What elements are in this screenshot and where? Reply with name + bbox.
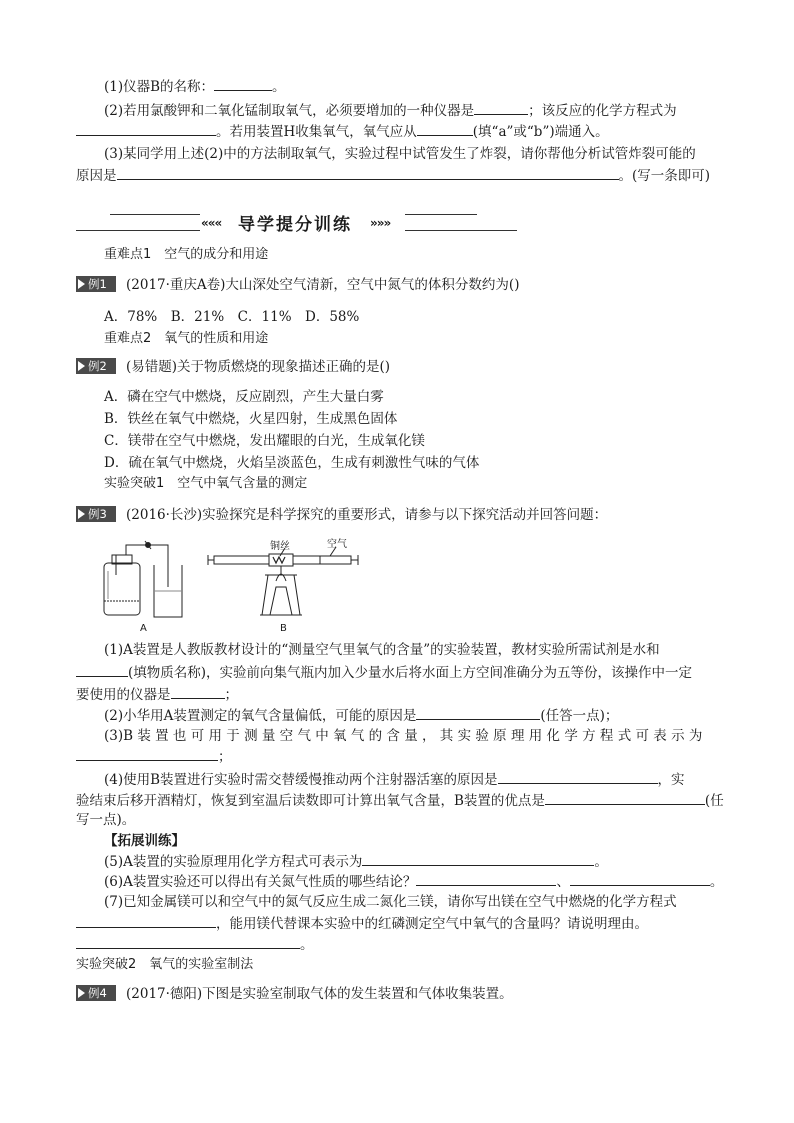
s6-text: (6)A装置实验还可以得出有关氮气性质的哪些结论？: [104, 874, 417, 890]
option-a: A．磷在空气中燃烧，反应剧烈，产生大量白雾: [104, 389, 384, 405]
chevrons-right-icon: »»»: [370, 216, 391, 230]
q1-end: 。: [272, 79, 286, 95]
apparatus-figure: [90, 535, 390, 635]
copper-wire-label: 铜丝: [270, 541, 290, 552]
banner-rule-left-bottom: [76, 230, 200, 231]
q3b-text: 原因是: [76, 168, 117, 184]
key-point-3: 实验突破1 空气中氧气含量的测定: [104, 476, 308, 491]
sub-3-line2: [76, 747, 232, 766]
syringe-right: [293, 556, 351, 564]
question-3-line2: [76, 166, 710, 185]
figure-label-b: B: [280, 623, 287, 634]
question-3-line1: [104, 145, 696, 163]
key-point-2: 重难点2 氧气的性质和用途: [104, 331, 269, 346]
gas-jar: [104, 563, 140, 615]
question-2-line2: [76, 122, 609, 141]
answer-blank[interactable]: [76, 914, 216, 928]
question-2-line1: [104, 101, 677, 120]
sub-4-line2: [76, 791, 724, 810]
answer-blank[interactable]: [76, 663, 128, 677]
example-1: [76, 276, 519, 294]
sub-7-line3: [76, 935, 314, 954]
connecting-tube: [126, 545, 168, 587]
question-1: [104, 77, 286, 96]
sub-4-line3: 写一点)。: [76, 812, 136, 828]
answer-blank[interactable]: [214, 77, 272, 91]
alcohol-lamp: [270, 587, 292, 615]
sub-1-line3: [76, 685, 238, 704]
banner-rule-left: [110, 214, 200, 215]
example-4-text: (2017·德阳)下图是实验室制取气体的发生装置和气体收集装置。: [126, 986, 513, 1002]
s4a-end: ，实: [657, 772, 685, 788]
example-badge: 例4: [76, 985, 116, 1001]
banner-rule-right: [405, 214, 477, 215]
q2a-end: ；该反应的化学方程式为: [528, 103, 677, 119]
example-badge: 例3: [76, 506, 116, 522]
s4a-text: (4)使用B装置进行实验时需交替缓慢推动两个注射器活塞的原因是: [104, 772, 498, 788]
banner-title: 导学提分训练: [238, 215, 352, 235]
s2-text: (2)小华用A装置测定的氧气含量偏低，可能的原因是: [104, 708, 417, 724]
answer-blank[interactable]: [76, 122, 216, 136]
sub-2: [104, 706, 618, 725]
answer-blank[interactable]: [117, 166, 619, 180]
sub-1-line2: [76, 663, 692, 682]
answer-blank[interactable]: [545, 791, 705, 805]
answer-blank[interactable]: [570, 872, 710, 886]
q2a-text: (2)若用氯酸钾和二氧化锰制取氧气，必须要增加的一种仪器是: [104, 103, 475, 119]
s7c-end: 。: [300, 937, 314, 953]
sub-1-line1: (1)A装置是人教版教材设计的“测量空气里氧气的含量”的实验装置，教材实验所需试剂是水和: [104, 642, 660, 658]
example-1-text: (2017·重庆A卷)大山深处空气清新，空气中氮气的体积分数约为(): [126, 277, 520, 293]
answer-blank[interactable]: [416, 706, 540, 720]
s1b-text: (填物质名称)，实验前向集气瓶内加入少量水后将水面上方空间准确分为五等份，该操作中一定: [128, 665, 693, 681]
sub-3-line1: (3)B 装 置 也 可 用 于 测 量 空 气 中 氧 气 的 含 量 ， 其 实 验 原 理 用 化 学 方 程 式 可 表 示 为: [104, 728, 703, 744]
s3b-end: ；: [218, 749, 232, 765]
option-c: C．镁带在空气中燃烧，发出耀眼的白光，生成氧化镁: [104, 433, 425, 449]
triangle-icon: [78, 279, 85, 289]
sub-7-line1: (7)已知金属镁可以和空气中的氮气反应生成二氮化三镁，请你写出镁在空气中燃烧的化学方程式: [104, 894, 677, 910]
s1c-end: ；: [224, 687, 238, 703]
answer-blank[interactable]: [474, 101, 528, 115]
option-b: B．铁丝在氧气中燃烧，火星四射，生成黑色固体: [104, 411, 398, 427]
s5-text: (5)A装置的实验原理用化学方程式可表示为: [104, 854, 363, 870]
q1-text: (1)仪器B的名称：: [104, 79, 215, 95]
s6-end: 。: [709, 874, 724, 890]
q2b-end: (填“a”或“b”)端通入。: [472, 124, 609, 140]
answer-blank[interactable]: [498, 770, 658, 784]
s2-end: (任答一点)；: [540, 708, 619, 724]
example-2: [76, 358, 390, 376]
triangle-icon: [78, 509, 85, 519]
banner-rule-right-bottom: [405, 230, 517, 231]
syringe-left: [214, 556, 269, 564]
triangle-icon: [78, 361, 85, 371]
triangle-icon: [78, 988, 85, 998]
s7b-text: ，能用镁代替课本实验中的红磷测定空气中氧气的含量吗？请说明理由。: [216, 916, 648, 932]
answer-blank[interactable]: [76, 935, 300, 949]
s5-end: 。: [594, 854, 608, 870]
q2b-mid: 。若用装置H收集氧气，氧气应从: [216, 124, 417, 140]
chevrons-left-icon: «««: [201, 216, 222, 230]
s6-sep: 、: [556, 874, 570, 890]
answer-blank[interactable]: [417, 122, 473, 136]
example-3: [76, 506, 607, 524]
sub-6: [104, 872, 723, 891]
sub-4-line1: [104, 770, 685, 789]
key-point-4: 实验突破2 氧气的实验室制法: [76, 957, 254, 972]
s1c-text: 要使用的仪器是: [76, 687, 171, 703]
extension-heading: 【拓展训练】: [104, 833, 185, 849]
example-4: [76, 985, 513, 1003]
q3b-end: 。(写一条即可): [618, 168, 711, 184]
answer-blank[interactable]: [416, 872, 556, 886]
option-d: D．硫在氧气中燃烧，火焰呈淡蓝色，生成有刺激性气味的气体: [104, 455, 480, 471]
key-point-1: 重难点1 空气的成分和用途: [104, 247, 269, 262]
s4b-text: 验结束后移开酒精灯，恢复到室温后读数即可计算出氧气含量，B装置的优点是: [76, 793, 545, 809]
answer-blank[interactable]: [76, 747, 218, 761]
example-1-options: A．78% B．21% C．11% D．58%: [104, 309, 360, 325]
air-label: 空气: [327, 539, 347, 550]
q3a-text: (3)某同学用上述(2)中的方法制取氧气，实验过程中试管发生了炸裂，请你帮他分析试管炸裂可能的: [104, 146, 696, 162]
s4b-end: (任: [704, 793, 724, 809]
example-badge: 例2: [76, 358, 116, 374]
answer-blank[interactable]: [171, 685, 225, 699]
example-2-text: (易错题)关于物质燃烧的现象描述正确的是(): [126, 359, 391, 375]
answer-blank[interactable]: [362, 852, 594, 866]
sub-5: [104, 852, 608, 871]
example-3-text: (2016·长沙)实验探究是科学探究的重要形式，请参与以下探究活动并回答问题：: [126, 507, 608, 523]
figure-label-a: A: [140, 623, 147, 634]
sub-7-line2: [76, 914, 648, 933]
example-badge: 例1: [76, 276, 116, 292]
